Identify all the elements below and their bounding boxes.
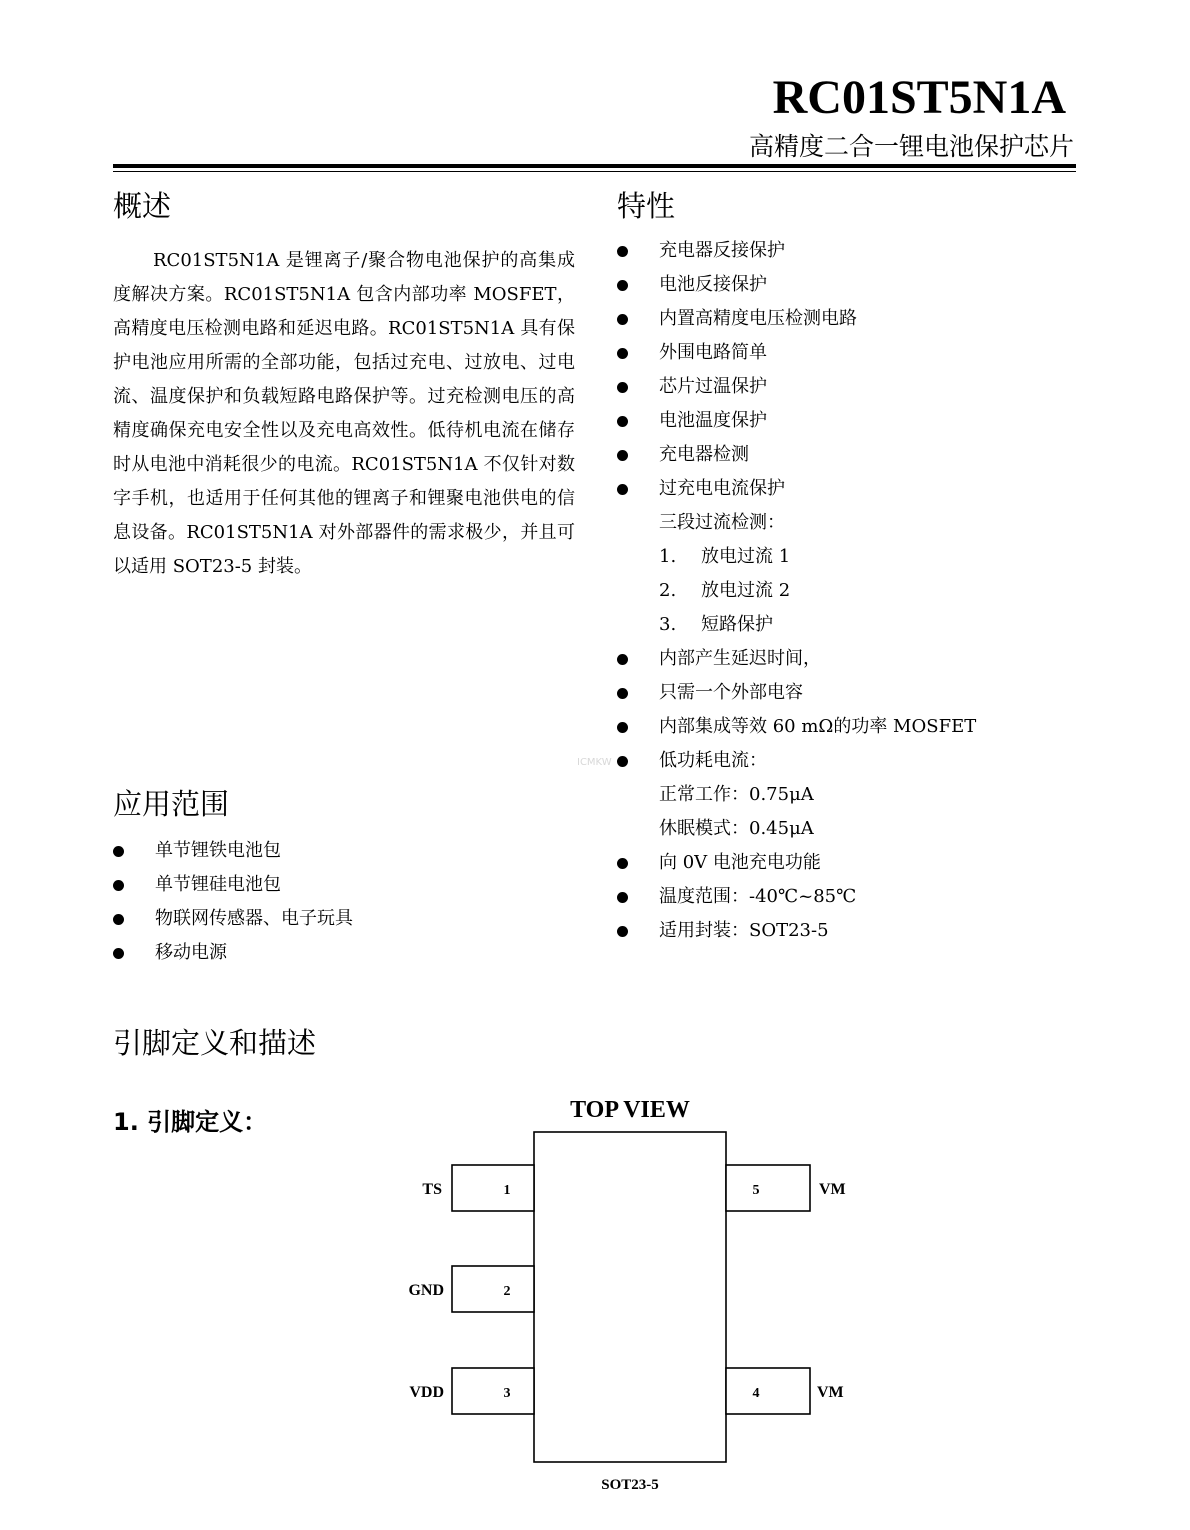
document-subtitle: 高精度二合一锂电池保护芯片	[748, 132, 1074, 161]
applications-list	[113, 834, 583, 970]
pin-2-name: GND	[408, 1282, 444, 1299]
diagram-title: TOP VIEW	[570, 1097, 690, 1123]
pin-5-name: VM	[819, 1181, 846, 1198]
feature-item	[617, 812, 1087, 846]
feature-item	[617, 914, 1087, 948]
feature-item-text: 只需一个外部电容	[659, 682, 803, 703]
feature-item-text: 电池温度保护	[659, 410, 767, 431]
application-item	[113, 902, 583, 936]
pin-4-lead	[726, 1368, 810, 1414]
feature-item-number: 1.	[659, 546, 677, 567]
pin-definition-subheading: 1. 引脚定义：	[113, 1108, 268, 1136]
overview-heading: 概述	[113, 189, 172, 223]
feature-item	[617, 744, 1087, 778]
bullet-dot-icon	[617, 314, 628, 325]
feature-item	[617, 336, 1087, 370]
bullet-dot-icon	[617, 382, 628, 393]
pin-3-name: VDD	[409, 1384, 444, 1401]
feature-item-text: 短路保护	[701, 614, 773, 635]
bullet-dot-icon	[617, 416, 628, 427]
bullet-dot-icon	[617, 688, 628, 699]
bullet-dot-icon	[617, 858, 628, 869]
feature-item-text: 充电器检测	[659, 444, 749, 465]
feature-item	[617, 234, 1087, 268]
application-item-text: 单节锂硅电池包	[155, 874, 281, 895]
feature-item-text: 正常工作：0.75μA	[659, 784, 814, 805]
feature-item	[617, 846, 1087, 880]
feature-item	[617, 778, 1087, 812]
pin-1-lead	[452, 1165, 534, 1211]
feature-item-text: 三段过流检测：	[659, 512, 785, 533]
pin-5-lead	[726, 1165, 810, 1211]
pin-3-lead	[452, 1368, 534, 1414]
feature-item	[617, 608, 1087, 642]
chip-body	[534, 1132, 726, 1462]
bullet-dot-icon	[617, 280, 628, 291]
feature-item-number: 2.	[659, 580, 677, 601]
pin-2-number: 2	[503, 1284, 511, 1299]
pin-3	[409, 1368, 534, 1414]
application-item-text: 单节锂铁电池包	[155, 840, 281, 861]
application-item	[113, 936, 583, 970]
bullet-dot-icon	[113, 880, 124, 891]
pin-3-number: 3	[503, 1386, 511, 1401]
feature-item-text: 充电器反接保护	[659, 240, 785, 261]
pin-2-lead	[452, 1266, 534, 1312]
features-heading: 特性	[617, 189, 676, 223]
feature-item	[617, 268, 1087, 302]
part-number: RC01ST5N1A	[772, 71, 1066, 124]
application-item-text: 移动电源	[155, 942, 227, 963]
bullet-dot-icon	[617, 654, 628, 665]
feature-item	[617, 506, 1087, 540]
feature-item	[617, 880, 1087, 914]
bullet-dot-icon	[617, 892, 628, 903]
pin-1-name: TS	[422, 1181, 442, 1198]
package-label: SOT23-5	[601, 1477, 659, 1493]
feature-item-text: 温度范围：-40℃~85℃	[659, 886, 857, 907]
pin-4-name: VM	[817, 1384, 844, 1401]
bullet-dot-icon	[617, 926, 628, 937]
bullet-dot-icon	[617, 484, 628, 495]
feature-item	[617, 540, 1087, 574]
bullet-dot-icon	[617, 756, 628, 767]
feature-item-text: 放电过流 2	[701, 580, 791, 601]
header-rule-thick	[113, 164, 1076, 168]
pinout-diagram	[380, 1090, 900, 1510]
feature-item	[617, 472, 1087, 506]
bullet-dot-icon	[617, 348, 628, 359]
bullet-dot-icon	[113, 948, 124, 959]
pin-1-number: 1	[503, 1183, 511, 1198]
pin-1	[422, 1165, 534, 1211]
overview-paragraph: RC01ST5N1A 是锂离子/聚合物电池保护的高集成度解决方案。RC01ST5N1A 包含内部功率 MOSFET，高精度电压检测电路和延迟电路。RC01ST5N1A 具有保护电池应用所需的全部功能，包括过充电、过放电、过电流、温度保护和负载短路电路保护等。过充检测电压的高精度确保充电安全性以及充电高效性。低待机电流在储存时从电池中消耗很少的电流。RC01ST5N1A 不仅针对数字手机，也适用于任何其他的锂离子和锂聚电池供电的信息设备。RC01ST5N1A 对外部器件的需求极少，并且可以适用 SOT23-5 封装。	[113, 250, 575, 577]
feature-item-text: 外围电路简单	[659, 342, 767, 363]
bullet-dot-icon	[113, 914, 124, 925]
bullet-dot-icon	[617, 722, 628, 733]
feature-item	[617, 574, 1087, 608]
feature-item	[617, 438, 1087, 472]
pin-4	[726, 1368, 844, 1414]
pin-4-number: 4	[752, 1386, 760, 1401]
feature-item	[617, 710, 1087, 744]
pin-5	[726, 1165, 846, 1211]
applications-heading: 应用范围	[113, 787, 230, 821]
bullet-dot-icon	[617, 450, 628, 461]
watermark: ICMKW	[577, 757, 612, 768]
bullet-dot-icon	[113, 846, 124, 857]
feature-item	[617, 404, 1087, 438]
feature-item-text: 低功耗电流：	[659, 750, 767, 771]
feature-item-text: 放电过流 1	[701, 546, 791, 567]
application-item	[113, 868, 583, 902]
feature-item	[617, 676, 1087, 710]
pin-2	[408, 1266, 534, 1312]
feature-item-text: 过充电电流保护	[659, 478, 785, 499]
application-item-text: 物联网传感器、电子玩具	[155, 908, 353, 929]
feature-item-text: 适用封装：SOT23-5	[659, 920, 829, 941]
bullet-dot-icon	[617, 246, 628, 257]
feature-item-text: 内部集成等效 60 mΩ的功率 MOSFET	[659, 716, 977, 737]
feature-item-text: 休眠模式：0.45μA	[659, 818, 814, 839]
feature-item	[617, 642, 1087, 676]
header-rule-thin	[113, 171, 1076, 172]
feature-item-text: 芯片过温保护	[659, 376, 767, 397]
feature-item-number: 3.	[659, 614, 677, 635]
application-item	[113, 834, 583, 868]
feature-item-text: 内部产生延迟时间，	[659, 648, 821, 669]
pin-5-number: 5	[752, 1183, 760, 1198]
feature-item-text: 向 0V 电池充电功能	[659, 852, 821, 873]
feature-item	[617, 302, 1087, 336]
features-list	[617, 234, 1087, 948]
feature-item-text: 内置高精度电压检测电路	[659, 308, 857, 329]
feature-item	[617, 370, 1087, 404]
feature-item-text: 电池反接保护	[659, 274, 767, 295]
pins-heading: 引脚定义和描述	[113, 1026, 317, 1060]
